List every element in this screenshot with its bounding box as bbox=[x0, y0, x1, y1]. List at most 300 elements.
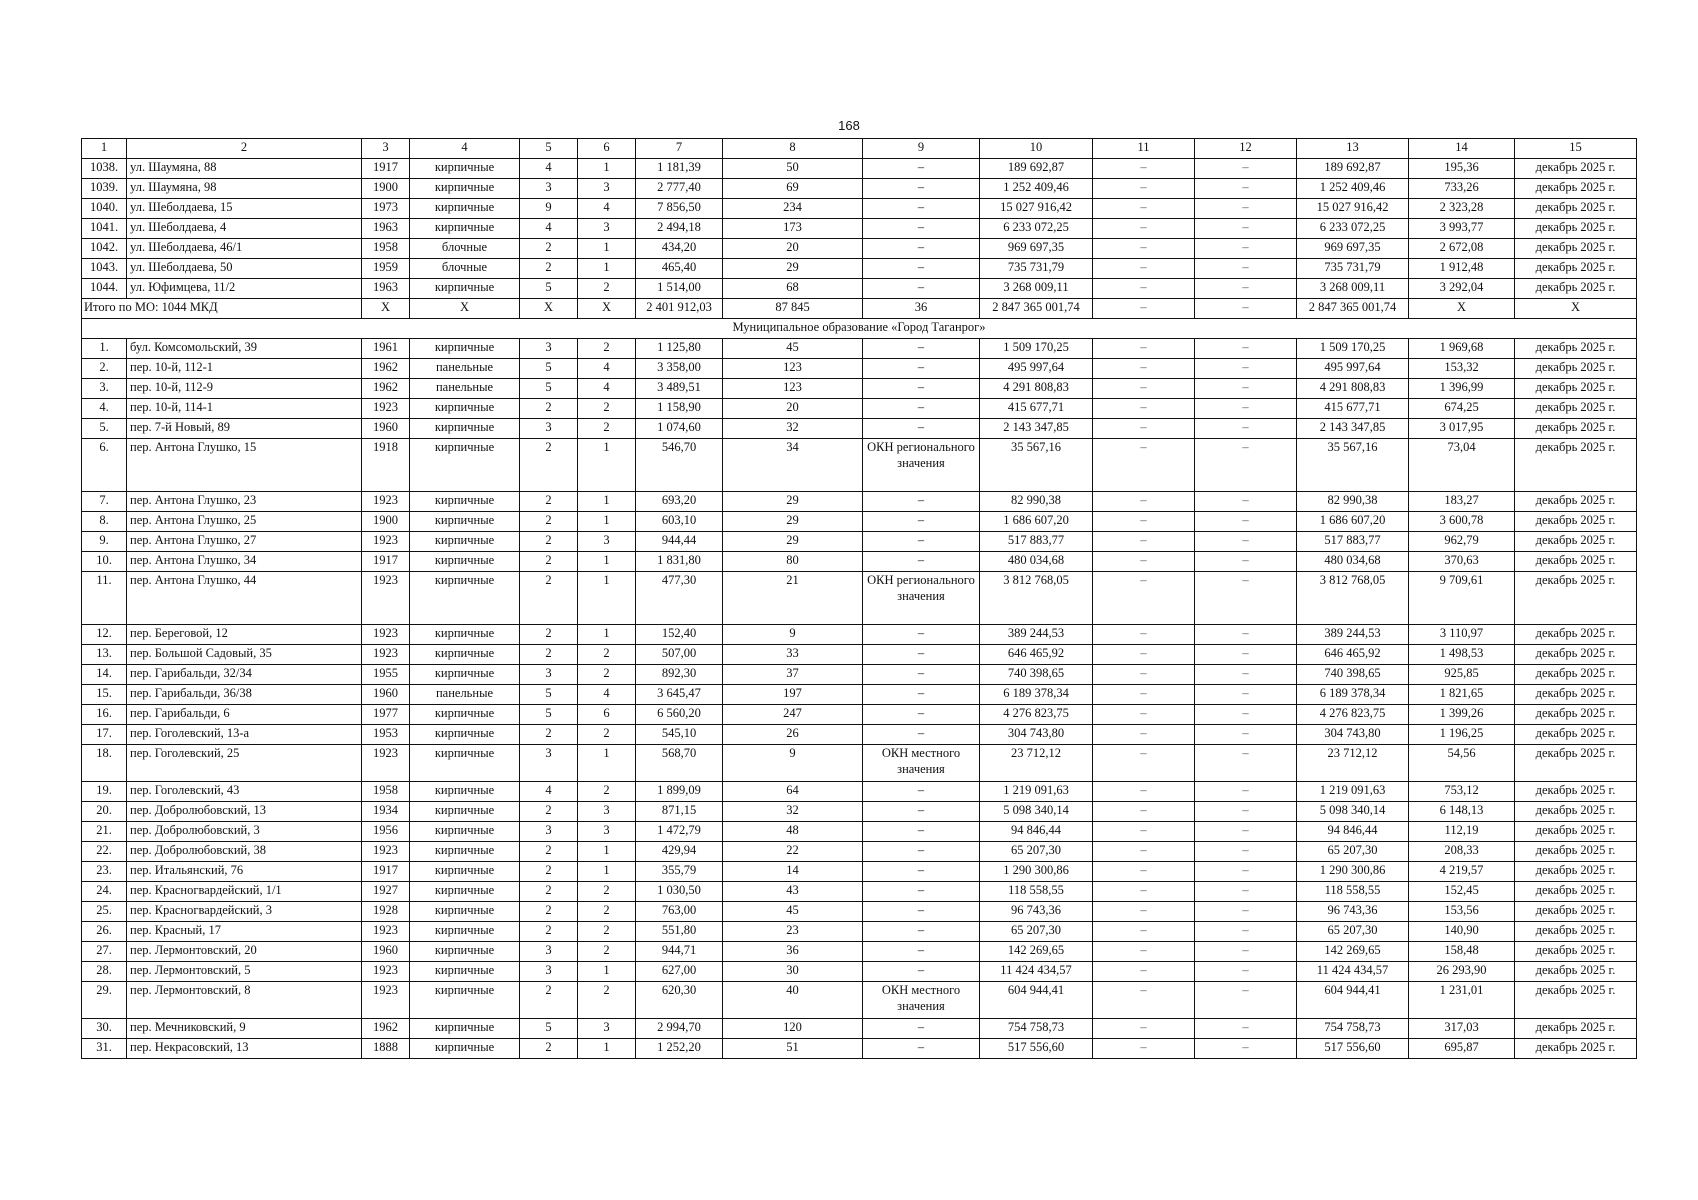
entrances-cell: 1 bbox=[578, 1039, 636, 1059]
heritage-cell: – bbox=[863, 239, 980, 259]
cost-col12-cell: – bbox=[1195, 552, 1297, 572]
deadline-cell: декабрь 2025 г. bbox=[1515, 822, 1637, 842]
deadline-cell: декабрь 2025 г. bbox=[1515, 359, 1637, 379]
table-row bbox=[82, 685, 1637, 705]
residents-cell: 20 bbox=[723, 239, 863, 259]
residents-cell: 64 bbox=[723, 782, 863, 802]
year-cell: 1962 bbox=[362, 1019, 410, 1039]
cost-total-cell: 735 731,79 bbox=[980, 259, 1093, 279]
residents-cell: 32 bbox=[723, 802, 863, 822]
cost-col13-cell: 4 276 823,75 bbox=[1297, 705, 1409, 725]
row-number: 16. bbox=[82, 705, 127, 725]
row-number: 28. bbox=[82, 962, 127, 982]
cost-col13-cell: 96 743,36 bbox=[1297, 902, 1409, 922]
cost-col11-cell: – bbox=[1093, 705, 1195, 725]
cost-col13-cell: 94 846,44 bbox=[1297, 822, 1409, 842]
table-row bbox=[82, 219, 1637, 239]
total-label: Итого по МО: 1044 МКД bbox=[82, 299, 362, 319]
cost-col11-cell: – bbox=[1093, 902, 1195, 922]
address-cell: пер. Итальянский, 76 bbox=[127, 862, 362, 882]
floors-cell: 4 bbox=[520, 159, 578, 179]
cost-col12-cell: – bbox=[1195, 802, 1297, 822]
cost-per-m2-cell: 1 396,99 bbox=[1409, 379, 1515, 399]
cost-col13-cell: 23 712,12 bbox=[1297, 745, 1409, 782]
cost-per-m2-cell: 674,25 bbox=[1409, 399, 1515, 419]
cost-col13-cell: 3 812 768,05 bbox=[1297, 572, 1409, 625]
address-cell: пер. Антона Глушко, 44 bbox=[127, 572, 362, 625]
year-cell: 1917 bbox=[362, 159, 410, 179]
year-cell: 1973 bbox=[362, 199, 410, 219]
table-row bbox=[82, 552, 1637, 572]
address-cell: ул. Шеболдаева, 46/1 bbox=[127, 239, 362, 259]
year-cell: 1917 bbox=[362, 552, 410, 572]
cost-per-m2-cell: 153,32 bbox=[1409, 359, 1515, 379]
column-header: 12 bbox=[1195, 139, 1297, 159]
address-cell: пер. 10-й, 112-9 bbox=[127, 379, 362, 399]
cost-col11-cell: – bbox=[1093, 439, 1195, 492]
cost-col12-cell: – bbox=[1195, 492, 1297, 512]
floors-cell: 3 bbox=[520, 419, 578, 439]
column-header: 9 bbox=[863, 139, 980, 159]
table-row bbox=[82, 492, 1637, 512]
area-cell: 1 472,79 bbox=[636, 822, 723, 842]
cost-per-m2-cell: 962,79 bbox=[1409, 532, 1515, 552]
table-row bbox=[82, 419, 1637, 439]
entrances-cell: 2 bbox=[578, 339, 636, 359]
cost-total-cell: 65 207,30 bbox=[980, 842, 1093, 862]
total-c13-cell: 2 847 365 001,74 bbox=[1297, 299, 1409, 319]
cost-per-m2-cell: 112,19 bbox=[1409, 822, 1515, 842]
entrances-cell: 3 bbox=[578, 219, 636, 239]
cost-col12-cell: – bbox=[1195, 339, 1297, 359]
cost-col12-cell: – bbox=[1195, 942, 1297, 962]
entrances-cell: 4 bbox=[578, 685, 636, 705]
cost-col13-cell: 740 398,65 bbox=[1297, 665, 1409, 685]
cost-per-m2-cell: 6 148,13 bbox=[1409, 802, 1515, 822]
total-okn-cell: 36 bbox=[863, 299, 980, 319]
row-number: 5. bbox=[82, 419, 127, 439]
entrances-cell: 1 bbox=[578, 552, 636, 572]
row-number: 13. bbox=[82, 645, 127, 665]
cost-col11-cell: – bbox=[1093, 822, 1195, 842]
heritage-cell: – bbox=[863, 1019, 980, 1039]
cost-col13-cell: 1 290 300,86 bbox=[1297, 862, 1409, 882]
row-number: 18. bbox=[82, 745, 127, 782]
material-cell: кирпичные bbox=[410, 439, 520, 492]
cost-per-m2-cell: 54,56 bbox=[1409, 745, 1515, 782]
cost-col12-cell: – bbox=[1195, 625, 1297, 645]
cost-per-m2-cell: 26 293,90 bbox=[1409, 962, 1515, 982]
deadline-cell: декабрь 2025 г. bbox=[1515, 962, 1637, 982]
address-cell: ул. Шеболдаева, 4 bbox=[127, 219, 362, 239]
cost-col11-cell: – bbox=[1093, 239, 1195, 259]
table-row bbox=[82, 902, 1637, 922]
cost-col12-cell: – bbox=[1195, 532, 1297, 552]
material-cell: кирпичные bbox=[410, 159, 520, 179]
row-number: 15. bbox=[82, 685, 127, 705]
heritage-cell: – bbox=[863, 219, 980, 239]
heritage-cell: – bbox=[863, 532, 980, 552]
column-header: 1 bbox=[82, 139, 127, 159]
material-cell: блочные bbox=[410, 239, 520, 259]
entrances-cell: 2 bbox=[578, 982, 636, 1019]
cost-col11-cell: – bbox=[1093, 219, 1195, 239]
residents-cell: 26 bbox=[723, 725, 863, 745]
floors-cell: 2 bbox=[520, 802, 578, 822]
cost-col13-cell: 2 143 347,85 bbox=[1297, 419, 1409, 439]
row-number: 17. bbox=[82, 725, 127, 745]
table-row bbox=[82, 782, 1637, 802]
material-cell: панельные bbox=[410, 359, 520, 379]
row-number: 1043. bbox=[82, 259, 127, 279]
address-cell: бул. Комсомольский, 39 bbox=[127, 339, 362, 359]
row-number: 2. bbox=[82, 359, 127, 379]
cost-total-cell: 740 398,65 bbox=[980, 665, 1093, 685]
table-row bbox=[82, 922, 1637, 942]
cost-total-cell: 1 290 300,86 bbox=[980, 862, 1093, 882]
entrances-cell: 1 bbox=[578, 842, 636, 862]
cost-col12-cell: – bbox=[1195, 379, 1297, 399]
cost-total-cell: 82 990,38 bbox=[980, 492, 1093, 512]
deadline-cell: декабрь 2025 г. bbox=[1515, 902, 1637, 922]
address-cell: пер. Добролюбовский, 38 bbox=[127, 842, 362, 862]
material-cell: панельные bbox=[410, 379, 520, 399]
material-cell: кирпичные bbox=[410, 279, 520, 299]
cost-per-m2-cell: 1 821,65 bbox=[1409, 685, 1515, 705]
entrances-cell: 2 bbox=[578, 725, 636, 745]
address-cell: пер. Антона Глушко, 23 bbox=[127, 492, 362, 512]
floors-cell: 2 bbox=[520, 862, 578, 882]
area-cell: 3 645,47 bbox=[636, 685, 723, 705]
heritage-cell: ОКН регионального значения bbox=[863, 439, 980, 492]
material-cell: кирпичные bbox=[410, 492, 520, 512]
address-cell: пер. Береговой, 12 bbox=[127, 625, 362, 645]
area-cell: 434,20 bbox=[636, 239, 723, 259]
residents-cell: 9 bbox=[723, 625, 863, 645]
cost-per-m2-cell: 3 600,78 bbox=[1409, 512, 1515, 532]
area-cell: 871,15 bbox=[636, 802, 723, 822]
floors-cell: 2 bbox=[520, 922, 578, 942]
cost-col12-cell: – bbox=[1195, 665, 1297, 685]
entrances-cell: 1 bbox=[578, 492, 636, 512]
cost-col11-cell: – bbox=[1093, 339, 1195, 359]
material-cell: кирпичные bbox=[410, 862, 520, 882]
table-row bbox=[82, 822, 1637, 842]
column-header: 2 bbox=[127, 139, 362, 159]
area-cell: 763,00 bbox=[636, 902, 723, 922]
area-cell: 2 994,70 bbox=[636, 1019, 723, 1039]
area-cell: 1 252,20 bbox=[636, 1039, 723, 1059]
floors-cell: 2 bbox=[520, 645, 578, 665]
cost-col13-cell: 5 098 340,14 bbox=[1297, 802, 1409, 822]
floors-cell: 4 bbox=[520, 219, 578, 239]
cost-col11-cell: – bbox=[1093, 922, 1195, 942]
cost-col13-cell: 495 997,64 bbox=[1297, 359, 1409, 379]
row-number: 23. bbox=[82, 862, 127, 882]
residents-cell: 51 bbox=[723, 1039, 863, 1059]
cost-col13-cell: 480 034,68 bbox=[1297, 552, 1409, 572]
material-cell: кирпичные bbox=[410, 942, 520, 962]
cost-col11-cell: – bbox=[1093, 882, 1195, 902]
cost-col13-cell: 1 252 409,46 bbox=[1297, 179, 1409, 199]
residents-cell: 32 bbox=[723, 419, 863, 439]
cost-col13-cell: 389 244,53 bbox=[1297, 625, 1409, 645]
table-row bbox=[82, 572, 1637, 625]
material-cell: кирпичные bbox=[410, 645, 520, 665]
deadline-cell: декабрь 2025 г. bbox=[1515, 862, 1637, 882]
cost-total-cell: 118 558,55 bbox=[980, 882, 1093, 902]
table-row bbox=[82, 399, 1637, 419]
address-cell: пер. Гоголевский, 43 bbox=[127, 782, 362, 802]
row-number: 8. bbox=[82, 512, 127, 532]
floors-cell: 2 bbox=[520, 439, 578, 492]
entrances-cell: 4 bbox=[578, 379, 636, 399]
entrances-cell: 3 bbox=[578, 532, 636, 552]
cost-col11-cell: – bbox=[1093, 625, 1195, 645]
row-number: 1039. bbox=[82, 179, 127, 199]
deadline-cell: декабрь 2025 г. bbox=[1515, 802, 1637, 822]
area-cell: 477,30 bbox=[636, 572, 723, 625]
year-cell: 1953 bbox=[362, 725, 410, 745]
floors-cell: 3 bbox=[520, 745, 578, 782]
housing-table bbox=[81, 138, 1637, 1059]
row-number: 10. bbox=[82, 552, 127, 572]
area-cell: 1 831,80 bbox=[636, 552, 723, 572]
heritage-cell: – bbox=[863, 862, 980, 882]
material-cell: кирпичные bbox=[410, 532, 520, 552]
area-cell: 568,70 bbox=[636, 745, 723, 782]
residents-cell: 80 bbox=[723, 552, 863, 572]
entrances-cell: 4 bbox=[578, 199, 636, 219]
residents-cell: 29 bbox=[723, 512, 863, 532]
floors-cell: 3 bbox=[520, 665, 578, 685]
cost-col11-cell: – bbox=[1093, 359, 1195, 379]
cost-col11-cell: – bbox=[1093, 159, 1195, 179]
table-row bbox=[82, 725, 1637, 745]
address-cell: пер. Гоголевский, 13-а bbox=[127, 725, 362, 745]
heritage-cell: – bbox=[863, 962, 980, 982]
material-cell: кирпичные bbox=[410, 802, 520, 822]
floors-cell: 9 bbox=[520, 199, 578, 219]
entrances-cell: 2 bbox=[578, 665, 636, 685]
floors-cell: 3 bbox=[520, 179, 578, 199]
column-header: 4 bbox=[410, 139, 520, 159]
table-row bbox=[82, 179, 1637, 199]
material-cell: кирпичные bbox=[410, 982, 520, 1019]
material-cell: кирпичные bbox=[410, 419, 520, 439]
cost-total-cell: 6 189 378,34 bbox=[980, 685, 1093, 705]
table-row bbox=[82, 259, 1637, 279]
deadline-cell: декабрь 2025 г. bbox=[1515, 645, 1637, 665]
year-cell: 1888 bbox=[362, 1039, 410, 1059]
total-ent-cell: X bbox=[578, 299, 636, 319]
cost-col11-cell: – bbox=[1093, 552, 1195, 572]
floors-cell: 5 bbox=[520, 279, 578, 299]
row-number: 9. bbox=[82, 532, 127, 552]
residents-cell: 36 bbox=[723, 942, 863, 962]
year-cell: 1962 bbox=[362, 379, 410, 399]
material-cell: кирпичные bbox=[410, 665, 520, 685]
total-c15-cell: X bbox=[1515, 299, 1637, 319]
deadline-cell: декабрь 2025 г. bbox=[1515, 665, 1637, 685]
cost-col11-cell: – bbox=[1093, 379, 1195, 399]
year-cell: 1923 bbox=[362, 842, 410, 862]
deadline-cell: декабрь 2025 г. bbox=[1515, 982, 1637, 1019]
entrances-cell: 1 bbox=[578, 512, 636, 532]
total-fl-cell: X bbox=[520, 299, 578, 319]
residents-cell: 173 bbox=[723, 219, 863, 239]
residents-cell: 37 bbox=[723, 665, 863, 685]
floors-cell: 3 bbox=[520, 962, 578, 982]
area-cell: 1 030,50 bbox=[636, 882, 723, 902]
area-cell: 1 514,00 bbox=[636, 279, 723, 299]
row-number: 6. bbox=[82, 439, 127, 492]
entrances-cell: 2 bbox=[578, 279, 636, 299]
column-header: 15 bbox=[1515, 139, 1637, 159]
year-cell: 1900 bbox=[362, 179, 410, 199]
area-cell: 620,30 bbox=[636, 982, 723, 1019]
row-number: 26. bbox=[82, 922, 127, 942]
row-number: 21. bbox=[82, 822, 127, 842]
cost-per-m2-cell: 3 110,97 bbox=[1409, 625, 1515, 645]
table-row bbox=[82, 745, 1637, 782]
heritage-cell: ОКН местного значения bbox=[863, 745, 980, 782]
cost-col11-cell: – bbox=[1093, 279, 1195, 299]
year-cell: 1934 bbox=[362, 802, 410, 822]
year-cell: 1923 bbox=[362, 572, 410, 625]
cost-col12-cell: – bbox=[1195, 745, 1297, 782]
cost-per-m2-cell: 1 231,01 bbox=[1409, 982, 1515, 1019]
material-cell: кирпичные bbox=[410, 705, 520, 725]
residents-cell: 48 bbox=[723, 822, 863, 842]
material-cell: блочные bbox=[410, 259, 520, 279]
cost-per-m2-cell: 153,56 bbox=[1409, 902, 1515, 922]
deadline-cell: декабрь 2025 г. bbox=[1515, 685, 1637, 705]
cost-per-m2-cell: 1 498,53 bbox=[1409, 645, 1515, 665]
area-cell: 3 489,51 bbox=[636, 379, 723, 399]
row-number: 29. bbox=[82, 982, 127, 1019]
table-row bbox=[82, 862, 1637, 882]
cost-col12-cell: – bbox=[1195, 512, 1297, 532]
deadline-cell: декабрь 2025 г. bbox=[1515, 259, 1637, 279]
cost-col12-cell: – bbox=[1195, 922, 1297, 942]
floors-cell: 5 bbox=[520, 685, 578, 705]
floors-cell: 2 bbox=[520, 572, 578, 625]
cost-total-cell: 495 997,64 bbox=[980, 359, 1093, 379]
entrances-cell: 2 bbox=[578, 882, 636, 902]
cost-col12-cell: – bbox=[1195, 159, 1297, 179]
residents-cell: 120 bbox=[723, 1019, 863, 1039]
deadline-cell: декабрь 2025 г. bbox=[1515, 782, 1637, 802]
cost-col13-cell: 754 758,73 bbox=[1297, 1019, 1409, 1039]
area-cell: 355,79 bbox=[636, 862, 723, 882]
column-header: 7 bbox=[636, 139, 723, 159]
cost-total-cell: 1 686 607,20 bbox=[980, 512, 1093, 532]
heritage-cell: – bbox=[863, 339, 980, 359]
cost-total-cell: 4 291 808,83 bbox=[980, 379, 1093, 399]
section-title: Муниципальное образование «Город Таганрог» bbox=[82, 319, 1637, 339]
deadline-cell: декабрь 2025 г. bbox=[1515, 419, 1637, 439]
residents-cell: 123 bbox=[723, 379, 863, 399]
area-cell: 545,10 bbox=[636, 725, 723, 745]
material-cell: кирпичные bbox=[410, 552, 520, 572]
heritage-cell: – bbox=[863, 922, 980, 942]
residents-cell: 29 bbox=[723, 532, 863, 552]
address-cell: пер. Красногвардейский, 3 bbox=[127, 902, 362, 922]
floors-cell: 5 bbox=[520, 359, 578, 379]
cost-col13-cell: 304 743,80 bbox=[1297, 725, 1409, 745]
heritage-cell: – bbox=[863, 625, 980, 645]
area-cell: 1 074,60 bbox=[636, 419, 723, 439]
heritage-cell: – bbox=[863, 199, 980, 219]
year-cell: 1963 bbox=[362, 279, 410, 299]
table-row bbox=[82, 279, 1637, 299]
row-number: 19. bbox=[82, 782, 127, 802]
heritage-cell: – bbox=[863, 942, 980, 962]
deadline-cell: декабрь 2025 г. bbox=[1515, 942, 1637, 962]
column-header: 3 bbox=[362, 139, 410, 159]
address-cell: пер. Добролюбовский, 3 bbox=[127, 822, 362, 842]
cost-col12-cell: – bbox=[1195, 399, 1297, 419]
cost-total-cell: 96 743,36 bbox=[980, 902, 1093, 922]
table-row bbox=[82, 239, 1637, 259]
heritage-cell: – bbox=[863, 379, 980, 399]
cost-col12-cell: – bbox=[1195, 645, 1297, 665]
cost-col12-cell: – bbox=[1195, 842, 1297, 862]
entrances-cell: 2 bbox=[578, 782, 636, 802]
cost-col12-cell: – bbox=[1195, 1019, 1297, 1039]
deadline-cell: декабрь 2025 г. bbox=[1515, 219, 1637, 239]
cost-col13-cell: 415 677,71 bbox=[1297, 399, 1409, 419]
year-cell: 1923 bbox=[362, 532, 410, 552]
entrances-cell: 1 bbox=[578, 572, 636, 625]
cost-col13-cell: 3 268 009,11 bbox=[1297, 279, 1409, 299]
deadline-cell: декабрь 2025 г. bbox=[1515, 532, 1637, 552]
cost-per-m2-cell: 1 196,25 bbox=[1409, 725, 1515, 745]
area-cell: 429,94 bbox=[636, 842, 723, 862]
cost-col12-cell: – bbox=[1195, 902, 1297, 922]
deadline-cell: декабрь 2025 г. bbox=[1515, 439, 1637, 492]
cost-per-m2-cell: 2 323,28 bbox=[1409, 199, 1515, 219]
entrances-cell: 1 bbox=[578, 239, 636, 259]
total-c10-cell: 2 847 365 001,74 bbox=[980, 299, 1093, 319]
column-header: 6 bbox=[578, 139, 636, 159]
material-cell: кирпичные bbox=[410, 179, 520, 199]
residents-cell: 34 bbox=[723, 439, 863, 492]
material-cell: кирпичные bbox=[410, 219, 520, 239]
address-cell: пер. Гарибальди, 36/38 bbox=[127, 685, 362, 705]
cost-total-cell: 15 027 916,42 bbox=[980, 199, 1093, 219]
residents-cell: 247 bbox=[723, 705, 863, 725]
address-cell: пер. Добролюбовский, 13 bbox=[127, 802, 362, 822]
area-cell: 603,10 bbox=[636, 512, 723, 532]
area-cell: 465,40 bbox=[636, 259, 723, 279]
address-cell: пер. Антона Глушко, 15 bbox=[127, 439, 362, 492]
address-cell: пер. 10-й, 114-1 bbox=[127, 399, 362, 419]
entrances-cell: 2 bbox=[578, 645, 636, 665]
residents-cell: 9 bbox=[723, 745, 863, 782]
material-cell: панельные bbox=[410, 685, 520, 705]
cost-total-cell: 1 252 409,46 bbox=[980, 179, 1093, 199]
address-cell: ул. Шаумяна, 88 bbox=[127, 159, 362, 179]
table-row bbox=[82, 962, 1637, 982]
floors-cell: 2 bbox=[520, 842, 578, 862]
address-cell: пер. Лермонтовский, 5 bbox=[127, 962, 362, 982]
cost-col12-cell: – bbox=[1195, 962, 1297, 982]
residents-cell: 33 bbox=[723, 645, 863, 665]
entrances-cell: 3 bbox=[578, 802, 636, 822]
entrances-cell: 2 bbox=[578, 399, 636, 419]
